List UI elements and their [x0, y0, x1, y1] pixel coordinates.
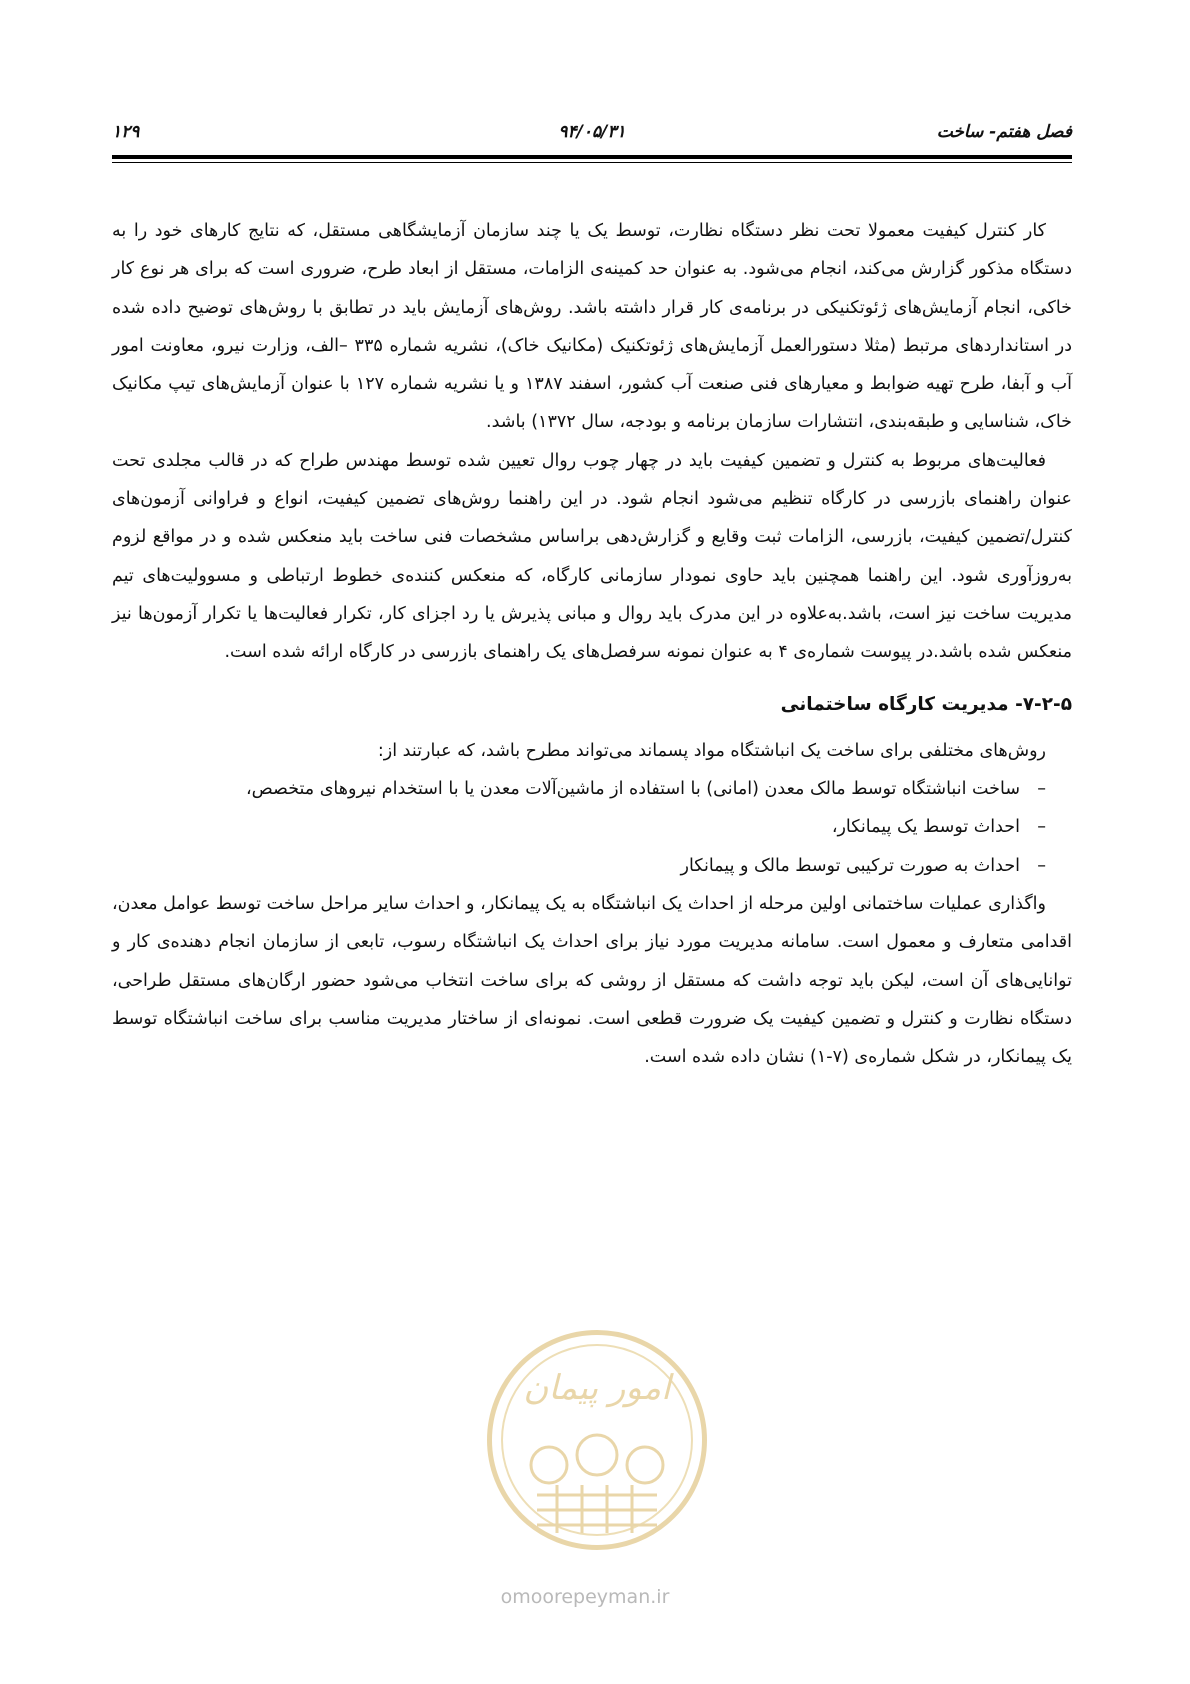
- list-item: [112, 770, 1046, 808]
- page-number: ۱۲۹: [112, 122, 140, 142]
- page-body: [112, 212, 1072, 1077]
- list-item-text: احداث به صورت ترکیبی توسط مالک و پیمانکار: [680, 855, 1020, 876]
- section-intro: روش‌های مختلفی برای ساخت یک انباشتگاه مواد پسماند می‌تواند مطرح باشد، که عبارتند از:: [377, 740, 1046, 761]
- watermark-url: omoorepeyman.ir: [500, 1586, 670, 1608]
- bullet-dash: –: [1037, 779, 1046, 800]
- list-item-text: احداث توسط یک پیمانکار،: [831, 817, 1020, 838]
- bullet-dash: –: [1037, 817, 1046, 838]
- paragraph-management: واگذاری عملیات ساختمانی اولین مرحله از احداث یک انباشتگاه به یک پیمانکار، و احداث سایر مراحل ساخت توسط عوامل معدن، اقدامی متعارف و معمول است. سامانه مدیریت مورد نیاز برای احداث یک انباشتگاه رسوب، تابعی از سازمان انجام دهنده‌ی کار و توانایی‌های آن است، لیکن باید توجه داشت که مستقل از روشی که برای ساخت انتخاب می‌شود حضور ارگان‌های مستقل طراحی، دستگاه نظارت و کنترل و تضمین کیفیت یک ضرورت قطعی است. نمونه‌ای از ساختار مدیریت مناسب برای ساخت انباشتگاه توسط یک پیمانکار، در شکل شماره‌ی (۷-۱) نشان داده شده است.: [112, 894, 1072, 1068]
- methods-list: [112, 770, 1072, 885]
- section-heading: ۷-۲-۵- مدیریت کارگاه ساختمانی: [780, 693, 1072, 715]
- list-item: [112, 808, 1046, 846]
- paragraph-quality-control: کار کنترل کیفیت معمولا تحت نظر دستگاه نظارت، توسط یک یا چند سازمان آزمایشگاهی مستقل، که نتایج کارهای خود را به دستگاه مذکور گزارش می‌کند، انجام می‌شود. به عنوان حد کمینه‌ی الزامات، مستقل از ابعاد طرح، ضروری است که برای هر نوع کار خاکی، انجام آزمایش‌های ژئوتکنیکی در برنامه‌ی کار قرار داشته باشد. روش‌های آزمایش باید در تطابق با روش‌های توضیح داده شده در استانداردهای مرتبط (مثلا دستورالعمل آزمایش‌های ژئوتکنیک (مکانیک خاک)، نشریه شماره ۳۳۵ –الف، وزارت نیرو، معاونت امور آب و آبفا، طرح تهیه ضوابط و معیارهای فنی صنعت آب کشور، اسفند ۱۳۸۷ و یا نشریه شماره ۱۲۷ با عنوان آزمایش‌های تیپ مکانیک خاک، شناسایی و طبقه‌بندی، انتشارات سازمان برنامه و بودجه، سال ۱۳۷۲) باشد.: [112, 221, 1072, 433]
- list-item: [112, 847, 1046, 885]
- list-item-text: ساخت انباشتگاه توسط مالک معدن (امانی) با استفاده از ماشین‌آلات معدن یا با استخدام نیروهای متخصص،: [245, 779, 1020, 800]
- bullet-dash: –: [1037, 855, 1046, 876]
- header-rule-thick: [112, 155, 1072, 159]
- header-rule-thin: [112, 162, 1072, 163]
- watermark-logo: [487, 1330, 707, 1550]
- watermark-logo-text: امور پیمان: [523, 1368, 671, 1408]
- page-header: [112, 122, 1072, 148]
- watermark-emblem-icon: [517, 1425, 677, 1535]
- header-date: ۹۴/۰۵/۳۱: [558, 122, 626, 142]
- chapter-title: فصل هفتم- ساخت: [936, 122, 1072, 142]
- paragraph-inspection-guide: فعالیت‌های مربوط به کنترل و تضمین کیفیت باید در چهار چوب روال تعیین شده توسط مهندس طراح که در قالب مجلدی تحت عنوان راهنمای بازرسی در کارگاه تنظیم می‌شود انجام شود. در این راهنما روش‌های تضمین کیفیت، انواع و فراوانی آزمون‌های کنترل/تضمین کیفیت، بازرسی، الزامات ثبت وقایع و گزارش‌دهی براساس مشخصات فنی ساخت باید منعکس شده و در مواقع لزوم به‌روزآوری شود. این راهنما همچنین باید حاوی نمودار سازمانی کارگاه، که منعکس کننده‌ی خطوط ارتباطی و مسوولیت‌های تیم مدیریت ساخت نیز است، باشد.به‌علاوه در این مدرک باید روال و مبانی پذیرش یا رد اجزای کار، تکرار فعالیت‌ها یا تکرار آزمون‌ها نیز منعکس شده باشد.در پیوست شماره‌ی ۴ به عنوان نمونه سرفصل‌های یک راهنمای بازرسی در کارگاه ارائه شده است.: [112, 450, 1072, 663]
